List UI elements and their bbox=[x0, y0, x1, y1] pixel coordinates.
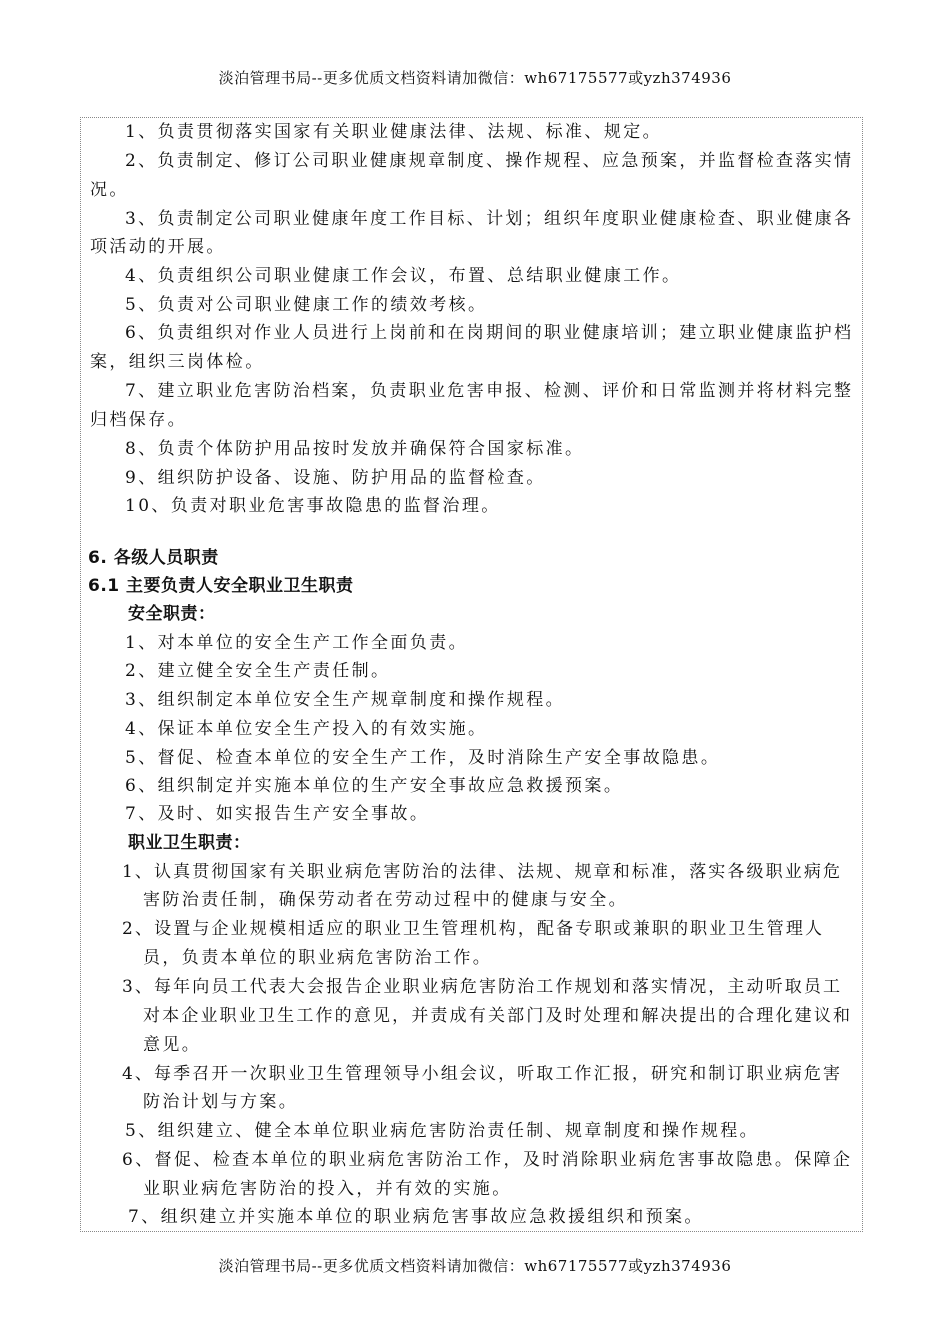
health-line: 害防治责任制，确保劳动者在劳动过程中的健康与安全。 bbox=[143, 890, 628, 910]
duty-line: 3、负责制定公司职业健康年度工作目标、计划；组织年度职业健康检查、职业健康各 bbox=[125, 209, 851, 229]
safety-item: 4、保证本单位安全生产投入的有效实施。 bbox=[125, 719, 488, 739]
safety-heading: 安全职责： bbox=[128, 604, 216, 624]
page-footer: 淡泊管理书局--更多优质文档资料请加微信：wh67175577或yzh374936 bbox=[218, 1257, 732, 1275]
health-line: 6、督促、检查本单位的职业病危害防治工作，及时消除职业病危害事故隐患。保障企 bbox=[122, 1150, 850, 1170]
safety-item: 7、及时、如实报告生产安全事故。 bbox=[125, 804, 430, 824]
duty-line: 10、负责对职业危害事故隐患的监督治理。 bbox=[125, 496, 501, 516]
health-line: 对本企业职业卫生工作的意见，并责成有关部门及时处理和解决提出的合理化建议和 bbox=[143, 1006, 850, 1026]
duty-line: 案，组织三岗体检。 bbox=[90, 352, 265, 372]
duty-line: 8、负责个体防护用品按时发放并确保符合国家标准。 bbox=[125, 439, 585, 459]
health-line: 5、组织建立、健全本单位职业病危害防治责任制、规章制度和操作规程。 bbox=[125, 1121, 760, 1141]
health-line: 员，负责本单位的职业病危害防治工作。 bbox=[143, 948, 493, 968]
safety-item: 5、督促、检查本单位的安全生产工作，及时消除生产安全事故隐患。 bbox=[125, 748, 721, 768]
health-line: 防治计划与方案。 bbox=[143, 1092, 299, 1112]
duty-line: 5、负责对公司职业健康工作的绩效考核。 bbox=[125, 295, 488, 315]
health-line: 意见。 bbox=[143, 1035, 202, 1055]
duty-line: 1、负责贯彻落实国家有关职业健康法律、法规、标准、规定。 bbox=[125, 122, 663, 142]
health-line: 1、认真贯彻国家有关职业病危害防治的法律、法规、规章和标准，落实各级职业病危 bbox=[122, 862, 840, 882]
duty-line: 项活动的开展。 bbox=[90, 237, 226, 257]
page-header: 淡泊管理书局--更多优质文档资料请加微信：wh67175577或yzh374936 bbox=[218, 69, 732, 87]
duty-line: 7、建立职业危害防治档案，负责职业危害申报、检测、评价和日常监测并将材料完整 bbox=[125, 381, 851, 401]
section-subtitle: 6.1 主要负责人安全职业卫生职责 bbox=[88, 576, 354, 596]
health-line: 2、设置与企业规模相适应的职业卫生管理机构，配备专职或兼职的职业卫生管理人 bbox=[122, 919, 822, 939]
duty-line: 况。 bbox=[90, 180, 129, 200]
health-line: 3、每年向员工代表大会报告企业职业病危害防治工作规划和落实情况，主动听取员工 bbox=[122, 977, 840, 997]
duty-line: 2、负责制定、修订公司职业健康规章制度、操作规程、应急预案，并监督检查落实情 bbox=[125, 151, 851, 171]
duty-line: 4、负责组织公司职业健康工作会议，布置、总结职业健康工作。 bbox=[125, 266, 682, 286]
section-title: 6. 各级人员职责 bbox=[88, 548, 219, 568]
duty-line: 归档保存。 bbox=[90, 410, 187, 430]
health-line: 业职业病危害防治的投入，并有效的实施。 bbox=[143, 1179, 512, 1199]
safety-item: 2、建立健全安全生产责任制。 bbox=[125, 661, 391, 681]
health-line: 7、组织建立并实施本单位的职业病危害事故应急救援组织和预案。 bbox=[128, 1207, 704, 1227]
safety-item: 3、组织制定本单位安全生产规章制度和操作规程。 bbox=[125, 690, 566, 710]
safety-item: 6、组织制定并实施本单位的生产安全事故应急救援预案。 bbox=[125, 776, 624, 796]
duty-line: 6、负责组织对作业人员进行上岗前和在岗期间的职业健康培训；建立职业健康监护档 bbox=[125, 323, 851, 343]
duty-line: 9、组织防护设备、设施、防护用品的监督检查。 bbox=[125, 468, 546, 488]
safety-item: 1、对本单位的安全生产工作全面负责。 bbox=[125, 633, 469, 653]
health-heading: 职业卫生职责： bbox=[128, 833, 251, 853]
health-line: 4、每季召开一次职业卫生管理领导小组会议，听取工作汇报，研究和制订职业病危害 bbox=[122, 1064, 840, 1084]
